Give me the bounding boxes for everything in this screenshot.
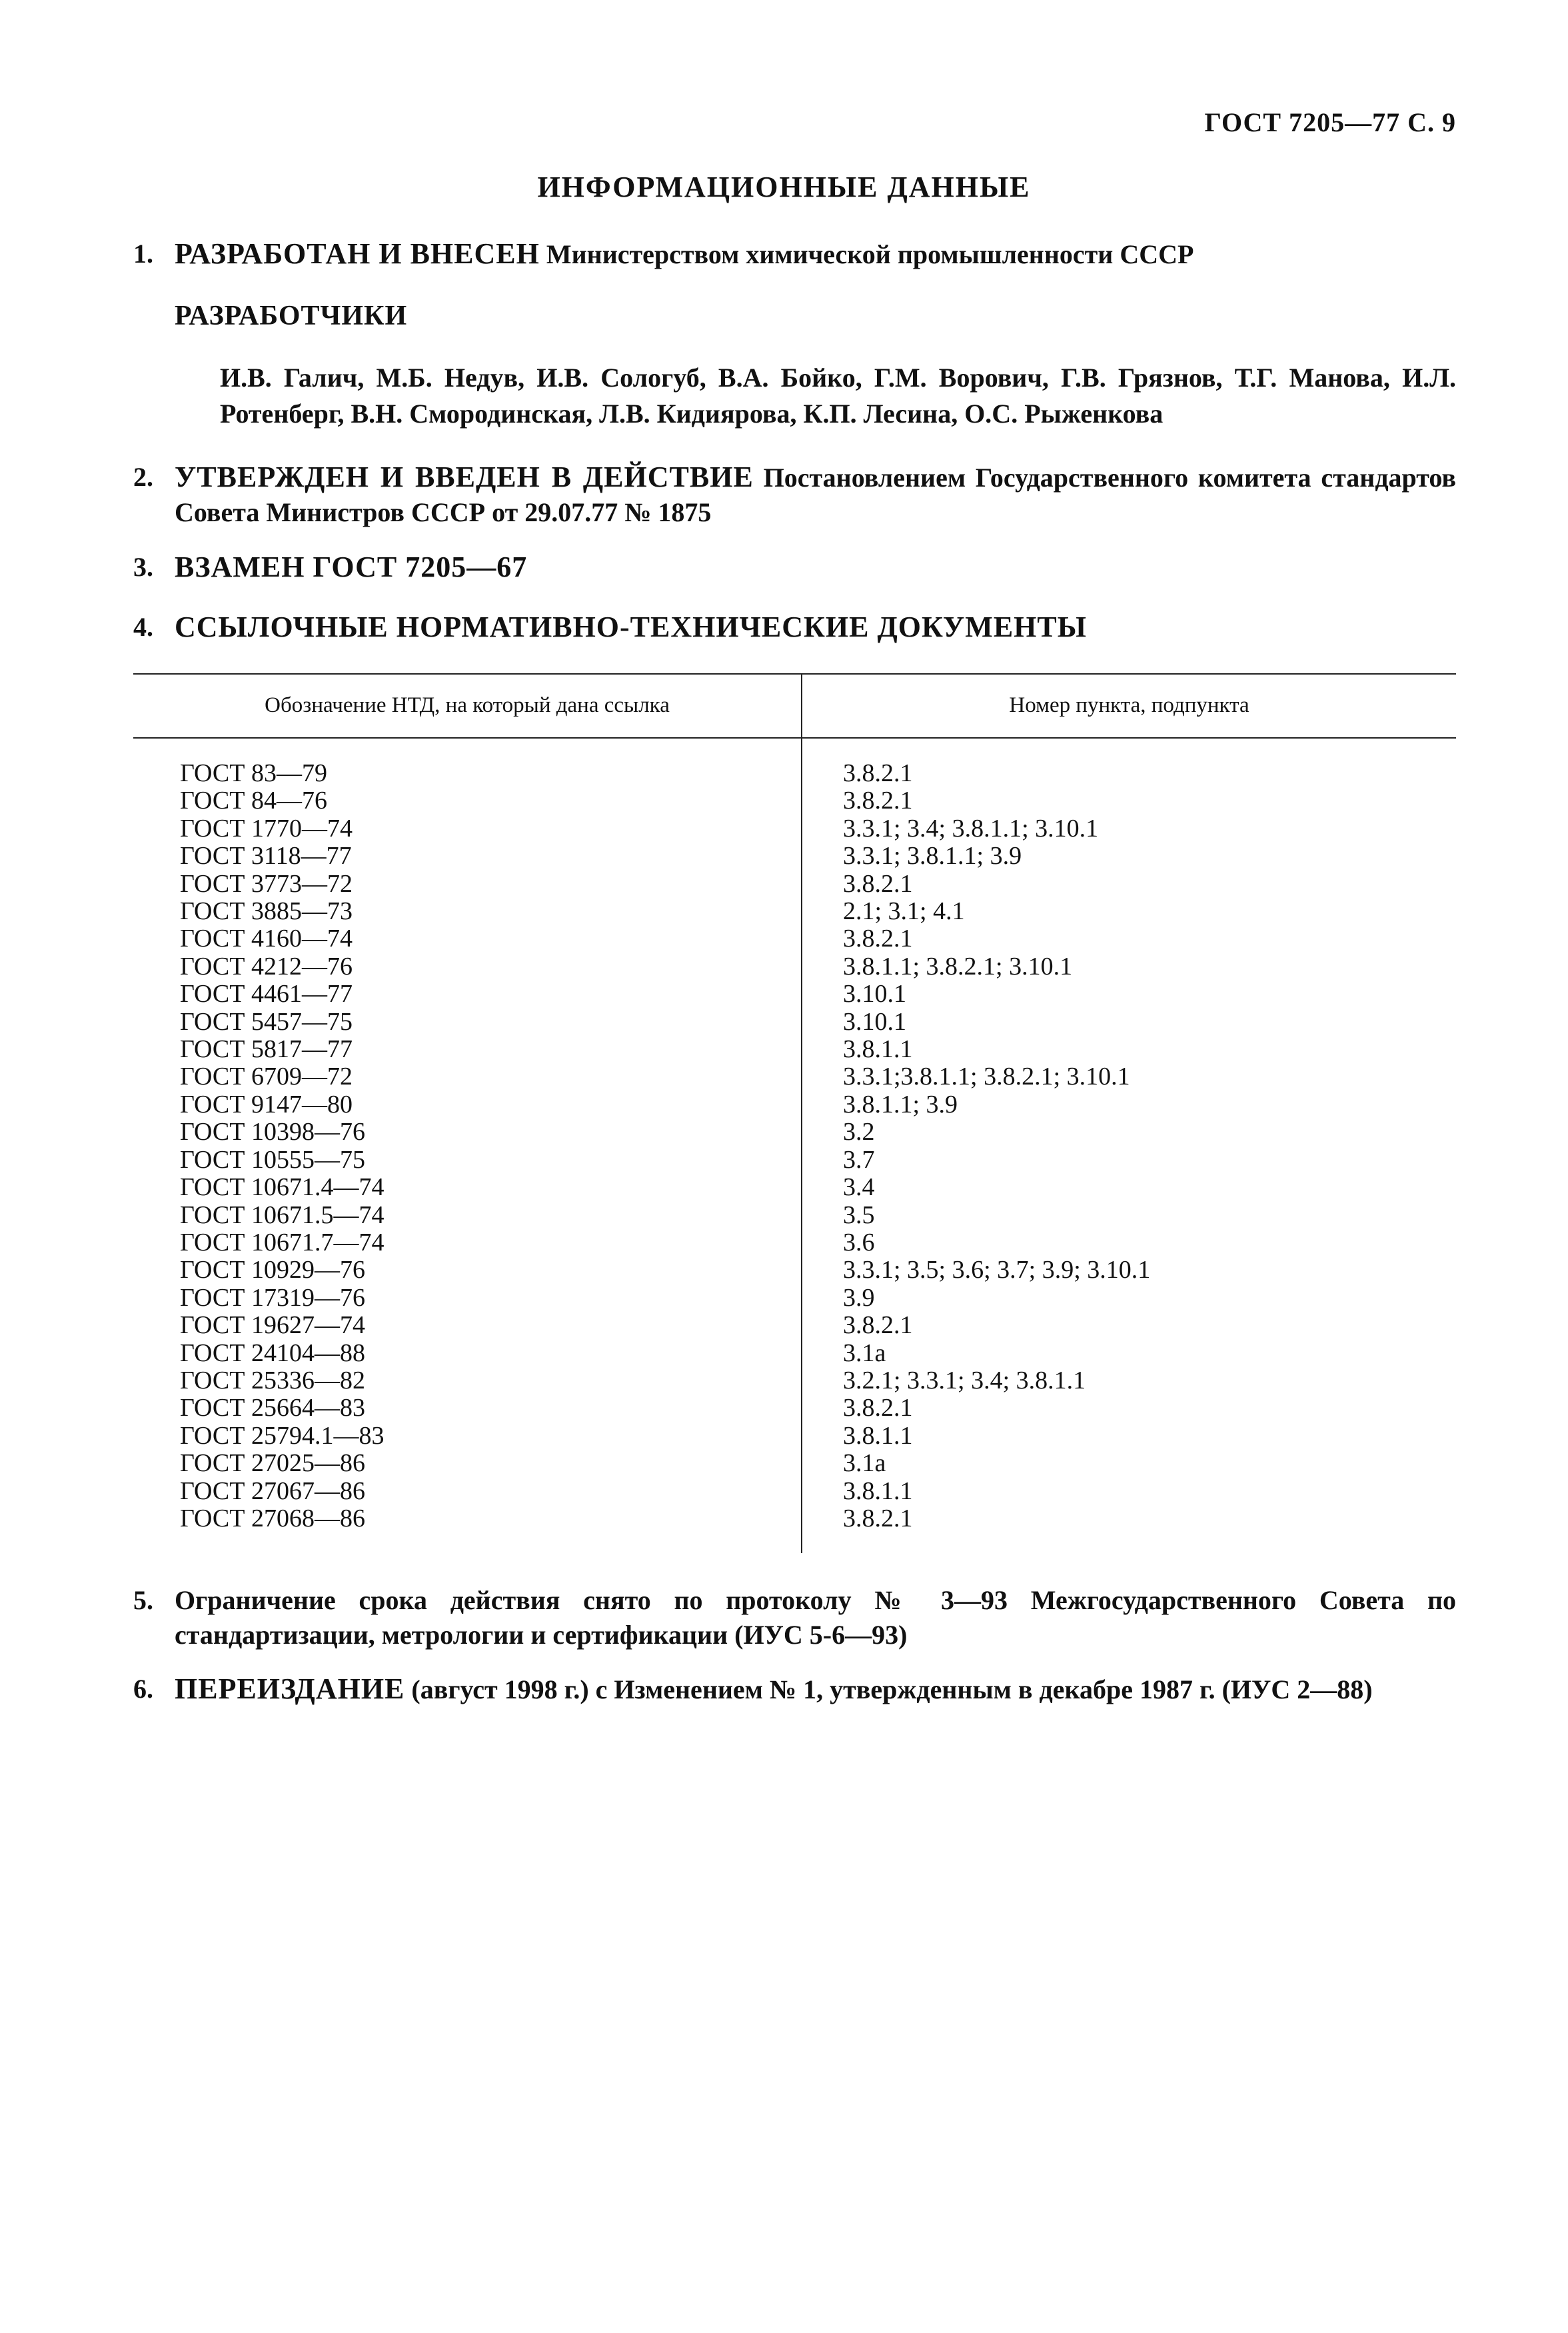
table-cell-clause: 3.4 — [843, 1173, 875, 1202]
item-6 — [133, 1672, 1456, 1707]
table-cell-clause: 3.3.1; 3.8.1.1; 3.9 — [843, 842, 1022, 871]
item-lead: ССЫЛОЧНЫЕ НОРМАТИВНО-ТЕХНИЧЕСКИЕ ДОКУМЕНТЫ — [175, 611, 1087, 643]
table-cell-designation: ГОСТ 27067—86 — [180, 1476, 365, 1505]
table-cell-clause: 3.2 — [843, 1118, 875, 1147]
table-header-clause: Номер пункта, подпункта — [1009, 693, 1249, 717]
item-number: 2. — [133, 462, 153, 492]
item-number: 6. — [133, 1674, 153, 1704]
item-text: Ограничение срока действия снято по протоколу № 3—93 Межгосударственного Совета по стандартизации, метрологии и сертификации (ИУС 5-6—93) — [175, 1585, 1456, 1650]
item-number: 4. — [133, 612, 153, 642]
item-body: Постановлением Государственного комитета стандартов Совета Министров СССР от 29.07.77 № 1875 — [175, 463, 1456, 527]
table-cell-clause: 3.6 — [843, 1228, 875, 1256]
table-cell-designation: ГОСТ 19627—74 — [180, 1311, 365, 1340]
table-cell-designation: ГОСТ 10398—76 — [180, 1118, 365, 1147]
table-cell-designation: ГОСТ 1770—74 — [180, 814, 353, 843]
table-cell-clause: 3.5 — [843, 1200, 875, 1229]
item-text — [175, 550, 1456, 585]
table-cell-clause: 3.8.2.1 — [843, 1504, 913, 1532]
table-cell-clause: 3.8.2.1 — [843, 759, 913, 787]
table-cell-designation: ГОСТ 27025—86 — [180, 1449, 365, 1478]
table-cell-clause: 3.9 — [843, 1283, 875, 1312]
table-cell-designation: ГОСТ 25794.1—83 — [180, 1421, 385, 1450]
item-text — [175, 460, 1456, 530]
table-cell-designation: ГОСТ 17319—76 — [180, 1283, 365, 1312]
table-cell-designation: ГОСТ 3885—73 — [180, 897, 353, 926]
table-cell-clause: 2.1; 3.1; 4.1 — [843, 897, 965, 926]
item-text — [175, 237, 1456, 272]
table-cell-designation: ГОСТ 10671.5—74 — [180, 1200, 385, 1229]
item-number: 3. — [133, 552, 153, 582]
table-top-rule — [133, 673, 1456, 675]
table-cell-clause: 3.8.2.1 — [843, 787, 913, 815]
table-cell-designation: ГОСТ 3773—72 — [180, 869, 353, 898]
developers-list: И.В. Галич, М.Б. Недув, И.В. Сологуб, В.А. Бойко, Г.М. Ворович, Г.В. Грязнов, Т.Г. Манова, И.Л. Ротенберг, В.Н. Смородинская, Л.В. Кидиярова, К.П. Лесина, О.С. Рыженкова — [220, 363, 1456, 429]
table-cell-designation: ГОСТ 10671.7—74 — [180, 1228, 385, 1256]
table-cell-clause: 3.8.1.1 — [843, 1476, 913, 1505]
item-lead: УТВЕРЖДЕН И ВВЕДЕН В ДЕЙСТВИЕ — [175, 461, 754, 493]
table-cell-designation: ГОСТ 83—79 — [180, 759, 327, 787]
item-number: 1. — [133, 239, 153, 269]
table-cell-designation: ГОСТ 10671.4—74 — [180, 1173, 385, 1202]
table-cell-designation: ГОСТ 3118—77 — [180, 842, 352, 871]
table-cell-designation: ГОСТ 5457—75 — [180, 1007, 353, 1036]
item-text — [175, 610, 1456, 645]
table-cell-designation: ГОСТ 10929—76 — [180, 1256, 365, 1284]
table-cell-designation: ГОСТ 84—76 — [180, 787, 327, 815]
item-text — [175, 1672, 1456, 1707]
item-2 — [133, 460, 1456, 530]
item-4 — [133, 610, 1456, 645]
table-cell-clause: 3.1a — [843, 1449, 886, 1478]
table-cell-clause: 3.7 — [843, 1145, 875, 1174]
table-cell-clause: 3.2.1; 3.3.1; 3.4; 3.8.1.1 — [843, 1366, 1086, 1394]
table-cell-clause: 3.8.1.1 — [843, 1421, 913, 1450]
item-number: 5. — [133, 1585, 153, 1615]
table-cell-designation: ГОСТ 6709—72 — [180, 1063, 353, 1091]
item-body: (август 1998 г.) с Изменением № 1, утвержденным в декабре 1987 г. (ИУС 2—88) — [404, 1674, 1373, 1704]
item-1 — [133, 237, 1456, 272]
table-cell-clause: 3.8.1.1 — [843, 1035, 913, 1064]
table-cell-designation: ГОСТ 27068—86 — [180, 1504, 365, 1532]
table-header-rule — [133, 737, 1456, 739]
table-cell-designation: ГОСТ 4160—74 — [180, 925, 353, 953]
table-cell-designation: ГОСТ 25336—82 — [180, 1366, 365, 1394]
item-5 — [133, 1583, 1456, 1652]
table-cell-designation: ГОСТ 4461—77 — [180, 980, 353, 1009]
table-header-designation: Обозначение НТД, на который дана ссылка — [265, 693, 670, 717]
table-cell-clause: 3.8.2.1 — [843, 1394, 913, 1422]
developers-heading: РАЗРАБОТЧИКИ — [175, 301, 408, 331]
item-3 — [133, 550, 1456, 585]
table-column-clause — [843, 760, 1150, 1532]
table-cell-designation: ГОСТ 24104—88 — [180, 1338, 365, 1367]
item-body: Министерством химической промышленности СССР — [539, 239, 1194, 269]
table-cell-clause: 3.8.2.1 — [843, 869, 913, 898]
item-lead: РАЗРАБОТАН И ВНЕСЕН — [175, 237, 540, 270]
table-cell-designation: ГОСТ 5817—77 — [180, 1035, 353, 1064]
table-cell-designation: ГОСТ 25664—83 — [180, 1394, 365, 1422]
table-cell-clause: 3.8.1.1; 3.9 — [843, 1090, 958, 1119]
table-column-divider — [801, 673, 802, 1553]
table-column-designation — [180, 760, 385, 1532]
table-cell-designation: ГОСТ 9147—80 — [180, 1090, 353, 1119]
item-lead: ПЕРЕИЗДАНИЕ — [175, 1672, 405, 1705]
table-cell-clause: 3.10.1 — [843, 980, 906, 1009]
table-cell-clause: 3.1a — [843, 1338, 886, 1367]
table-cell-clause: 3.3.1; 3.5; 3.6; 3.7; 3.9; 3.10.1 — [843, 1256, 1151, 1284]
table-cell-clause: 3.3.1;3.8.1.1; 3.8.2.1; 3.10.1 — [843, 1063, 1130, 1091]
table-cell-clause: 3.8.1.1; 3.8.2.1; 3.10.1 — [843, 952, 1073, 981]
table-cell-clause: 3.8.2.1 — [843, 925, 913, 953]
table-cell-clause: 3.8.2.1 — [843, 1311, 913, 1340]
document-title: ИНФОРМАЦИОННЫЕ ДАННЫЕ — [537, 171, 1031, 203]
table-cell-designation: ГОСТ 4212—76 — [180, 952, 353, 981]
table-cell-clause: 3.3.1; 3.4; 3.8.1.1; 3.10.1 — [843, 814, 1099, 843]
table-cell-designation: ГОСТ 10555—75 — [180, 1145, 365, 1174]
item-lead: ВЗАМЕН ГОСТ 7205—67 — [175, 551, 528, 583]
page-header-ref: ГОСТ 7205—77 С. 9 — [1204, 107, 1456, 137]
table-cell-clause: 3.10.1 — [843, 1007, 906, 1036]
